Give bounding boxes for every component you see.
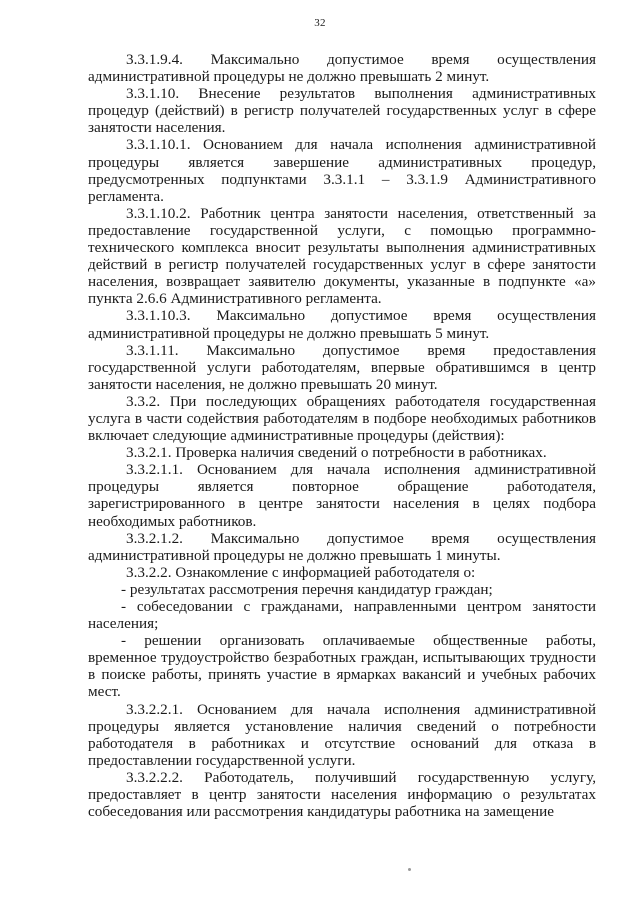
scan-speck — [408, 868, 411, 871]
paragraph-3-3-1-9-4: 3.3.1.9.4. Максимально допустимое время осуществления административной процедуры не должно превышать 2 минут. — [88, 51, 596, 86]
paragraph-3-3-1-10-3: 3.3.1.10.3. Максимально допустимое время осуществления административной процедуры не должно превышать 5 минут. — [88, 307, 596, 342]
paragraph-3-3-2: 3.3.2. При последующих обращениях работодателя государственная услуга в части содействия работодателям в подборе необходимых работников включает следующие административные процедуры (действия): — [88, 392, 596, 445]
paragraph-3-3-2-1-1: 3.3.2.1.1. Основанием для начала исполнения административной процедуры является повторное обращение работодателя, зарегистрированного в центре занятости населения в целях подбора необходимых работников. — [88, 461, 596, 530]
paragraph-3-3-1-10: 3.3.1.10. Внесение результатов выполнения административных процедур (действий) в регистр получателей государственных услуг в сфере занятости населения. — [88, 85, 596, 137]
document-body — [88, 51, 596, 820]
list-item-public-works: - решении организовать оплачиваемые общественные работы, временное трудоустройство безработных граждан, испытывающих трудности в поиске работы, принять участие в ярмарках вакансий и учебных рабочих мест. — [88, 632, 596, 701]
paragraph-3-3-1-10-2: 3.3.1.10.2. Работник центра занятости населения, ответственный за предоставление государственной услуги, с помощью программно-технического комплекса вносит результаты выполнения административных действий в регистр получателей государственных услуг в сфере занятости населения, возвращает заявителю документы, указанные в подпункте «а» пункта 2.6.6 Административного регламента. — [88, 204, 596, 308]
paragraph-3-3-2-1-2: 3.3.2.1.2. Максимально допустимое время осуществления административной процедуры не должно превышать 1 минуты. — [88, 529, 596, 564]
paragraph-3-3-1-11: 3.3.1.11. Максимально допустимое время предоставления государственной услуги работодателям, впервые обратившимся в центр занятости населения, не должно превышать 20 минут. — [88, 341, 596, 393]
list-item-candidates: - результатах рассмотрения перечня кандидатур граждан; — [121, 580, 493, 598]
paragraph-3-3-2-2-2: 3.3.2.2.2. Работодатель, получивший государственную услугу, предоставляет в центр занятости населения информацию о результатах собеседования или рассмотрения кандидатуры работника на замещение — [88, 768, 596, 821]
list-item-interviews: - собеседовании с гражданами, направленными центром занятости населения; — [88, 598, 596, 633]
paragraph-3-3-2-2: 3.3.2.2. Ознакомление с информацией работодателя о: — [126, 563, 476, 581]
paragraph-3-3-1-10-1: 3.3.1.10.1. Основанием для начала исполнения административной процедуры является завершение административных процедур, предусмотренных подпунктами 3.3.1.1 – 3.3.1.9 Административного регламента. — [88, 136, 596, 205]
paragraph-3-3-2-1: 3.3.2.1. Проверка наличия сведений о потребности в работниках. — [126, 444, 547, 462]
paragraph-3-3-2-2-1: 3.3.2.2.1. Основанием для начала исполнения административной процедуры является установление наличия сведений о потребности работодателя в работниках и отсутствие оснований для отказа в предоставлении государственной услуги. — [88, 700, 596, 769]
page-number: 32 — [314, 17, 326, 29]
